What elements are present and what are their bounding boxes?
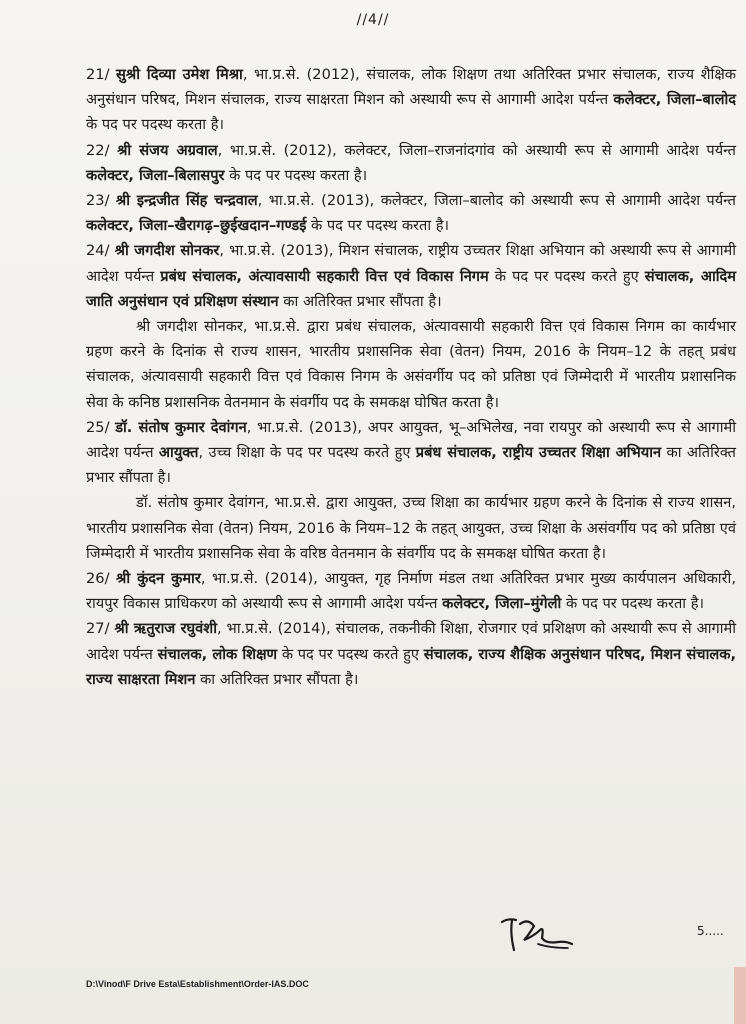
order-entry-paragraph: [86, 62, 736, 138]
order-note-paragraph: [86, 314, 736, 415]
bold-text-run: डॉ. संतोष कुमार देवांगन: [115, 418, 247, 436]
signature-icon: [498, 914, 578, 958]
text-run: के पद पर पदस्थ करते हुए: [488, 267, 645, 285]
order-entry-paragraph: [86, 188, 736, 238]
text-run: 25/: [86, 418, 116, 436]
bold-text-run: संचालक, लोक शिक्षण: [157, 645, 278, 663]
bold-text-run: श्री इन्द्रजीत सिंह चन्द्रवाल: [115, 192, 258, 210]
text-run: , भा.प्र.से. (2013), अपर आयुक्त, भू–अभिलेख, नवा रायपुर को अस्थायी रूप से आगामी आदेश पर्यन्त: [86, 418, 736, 462]
next-page-marker: 5.....: [697, 924, 724, 938]
bold-text-run: श्री जगदीश सोनकर: [114, 242, 220, 260]
order-note-paragraph: [86, 490, 736, 566]
order-entry-paragraph: [86, 238, 736, 314]
bold-text-run: कलेक्टर, जिला–मुंगेली: [442, 595, 562, 613]
bold-text-run: आयुक्त: [158, 444, 199, 462]
text-run: के पद पर पदस्थ करता है।: [86, 116, 225, 134]
text-run: 21/: [86, 66, 116, 83]
text-run: , भा.प्र.से. (2012), कलेक्टर, जिला–राजनांदगांव को अस्थायी रूप से आगामी आदेश पर्यन्त: [217, 141, 736, 159]
bold-text-run: सुश्री दिव्या उमेश मिश्रा: [116, 66, 243, 83]
text-run: का अतिरिक्त प्रभार सौंपता है।: [278, 292, 442, 310]
text-run: के पद पर पदस्थ करता है।: [561, 595, 704, 613]
text-run: डॉ. संतोष कुमार देवांगन, भा.प्र.से. द्वारा आयुक्त, उच्च शिक्षा का कार्यभार ग्रहण करने के दिनांक से राज्य शासन, भारतीय प्रशासनिक सेवा (वेतन) नियम, 2016 के नियम–12 के तहत् आयुक्त, उच्च शिक्षा के असंवर्गीय पद को प्रतिष्ठा एवं जिम्मेदारी में भारतीय प्रशासनिक सेवा के वरिष्ठ वेतनमान के संवर्गीय पद के समकक्ष घोषित करता है।: [86, 494, 736, 562]
text-run: के पद पर पदस्थ करते हुए: [277, 645, 424, 663]
text-run: , उच्च शिक्षा के पद पर पदस्थ करते हुए: [198, 444, 416, 462]
bold-text-run: कलेक्टर, जिला–बालोद: [613, 91, 736, 109]
bold-text-run: प्रबंध संचालक, राष्ट्रीय उच्चतर शिक्षा अभियान: [415, 444, 662, 462]
text-run: 23/: [86, 192, 116, 210]
text-run: 26/: [86, 570, 117, 588]
text-run: 24/: [86, 242, 115, 260]
bold-text-run: संचालक, राज्य शैक्षिक अनुसंधान परिषद, मिशन संचालक, राज्य साक्षरता मिशन: [86, 645, 736, 688]
order-entry-paragraph: [86, 138, 736, 188]
bold-text-run: प्रबंध संचालक, अंत्यावसायी सहकारी वित्त एवं विकास निगम: [160, 267, 489, 285]
text-run: , भा.प्र.से. (2013), मिशन संचालक, राष्ट्रीय उच्चतर शिक्षा अभियान को अस्थायी रूप से आगामी आदेश पर्यन्त: [86, 242, 736, 285]
bold-text-run: श्री संजय अग्रवाल: [117, 141, 218, 159]
text-run: , भा.प्र.से. (2014), संचालक, तकनीकी शिक्षा, रोजगार एवं प्रशिक्षण को अस्थायी रूप से आगामी आदेश पर्यन्त: [86, 620, 736, 663]
text-run: 22/: [86, 141, 118, 159]
order-entry-paragraph: [86, 616, 736, 692]
order-entry-paragraph: [86, 415, 736, 491]
text-run: 27/: [86, 620, 115, 638]
text-run: श्री जगदीश सोनकर, भा.प्र.से. द्वारा प्रबंध संचालक, अंत्यावसायी सहकारी वित्त एवं विकास निगम का कार्यभार ग्रहण करने के दिनांक से राज्य शासन, भारतीय प्रशासनिक सेवा (वेतन) नियम, 2016 के नियम–12 के तहत् प्रबंध संचालक, अंत्यावसायी सहकारी वित्त एवं विकास निगम के असंवर्गीय पद को प्रतिष्ठा एवं जिम्मेदारी में भारतीय प्रशासनिक सेवा के कनिष्ठ प्रशासनिक वेतनमान के संवर्गीय पद के समकक्ष घोषित करता है।: [86, 318, 736, 411]
text-run: , भा.प्र.से. (2013), कलेक्टर, जिला–बालोद को अस्थायी रूप से आगामी आदेश पर्यन्त: [257, 192, 736, 210]
order-body: [86, 62, 736, 692]
page-edge-strip: [734, 967, 746, 1024]
text-run: के पद पर पदस्थ करता है।: [224, 166, 368, 184]
text-run: का अतिरिक्त प्रभार सौंपता है।: [86, 444, 736, 487]
bold-text-run: कलेक्टर, जिला–बिलासपुर: [86, 166, 225, 184]
bold-text-run: कलेक्टर, जिला–खैरागढ़–छुईखदान–गण्डई: [86, 217, 307, 235]
bold-text-run: संचालक, आदिम जाति अनुसंधान एवं प्रशिक्षण संस्थान: [86, 267, 737, 310]
text-run: का अतिरिक्त प्रभार सौंपता है।: [195, 670, 359, 688]
footer-file-path: D:\Vinod\F Drive Esta\Establishment\Order-IAS.DOC: [86, 979, 309, 989]
text-run: , भा.प्र.से. (2014), आयुक्त, गृह निर्माण मंडल तथा अतिरिक्त प्रभार मुख्य कार्यपालन अधिकारी, रायपुर विकास प्राधिकरण को अस्थायी रूप से आगामी आदेश पर्यन्त: [86, 570, 736, 613]
page-number: //4//: [356, 12, 390, 28]
order-entry-paragraph: [86, 566, 736, 616]
bold-text-run: श्री ऋतुराज रघुवंशी: [114, 620, 217, 638]
text-run: के पद पर पदस्थ करता है।: [306, 217, 450, 235]
bold-text-run: श्री कुंदन कुमार: [116, 570, 201, 588]
text-run: , भा.प्र.से. (2012), संचालक, लोक शिक्षण तथा अतिरिक्त प्रभार संचालक, राज्य शैक्षिक अनुसंधान परिषद, मिशन संचालक, राज्य साक्षरता मिशन को अस्थायी रूप से आगामी आदेश पर्यन्त: [86, 66, 736, 109]
